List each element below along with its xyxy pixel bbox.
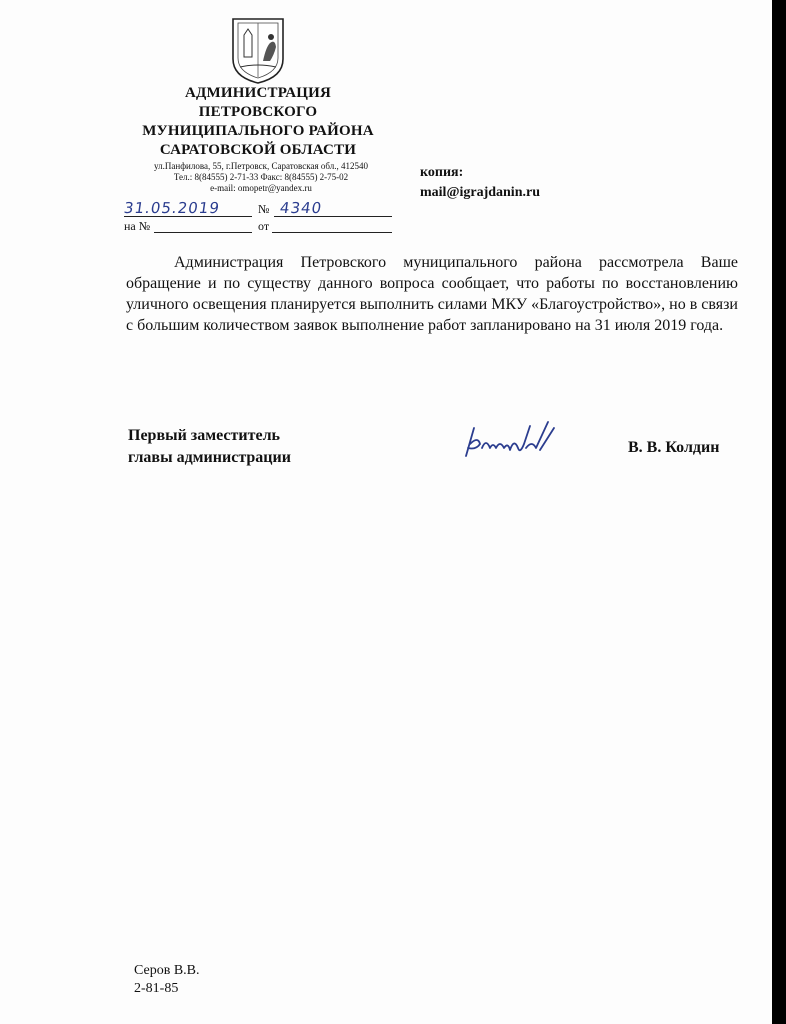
org-phone: Тел.: 8(84555) 2-71-33 Факс: 8(84555) 2-75-02 bbox=[173, 172, 349, 182]
org-line-1: АДМИНИСТРАЦИЯ bbox=[185, 85, 331, 101]
handwritten-signature bbox=[460, 418, 560, 463]
copy-email: mail@igrajdanin.ru bbox=[420, 185, 540, 200]
letter-body: Администрация Петровского муниципального района рассмотрела Ваше обращение и по существу данного вопроса сообщает, что работы по восстановлению уличного освещения планируется выполнить силами МКУ «Благоустройство», но в связи с большим количеством заявок выполнение работ запланировано на 31 июля 2019 года. bbox=[126, 254, 738, 334]
coat-of-arms-icon bbox=[230, 17, 286, 85]
signer-title-line-2: главы администрации bbox=[128, 449, 291, 466]
reference-prefix: на № bbox=[124, 219, 151, 233]
reference-date-underline bbox=[272, 232, 392, 233]
organization-name bbox=[110, 84, 406, 160]
org-contacts bbox=[130, 161, 392, 194]
executor-name: Серов В.В. bbox=[134, 963, 200, 978]
org-address: ул.Панфилова, 55, г.Петровск, Саратовская обл., 412540 bbox=[154, 161, 368, 171]
org-email: e-mail: omopetr@yandex.ru bbox=[210, 183, 312, 193]
number-sign: № bbox=[258, 202, 270, 216]
signer-name: В. В. Колдин bbox=[628, 439, 720, 456]
registration-date: 31.05.2019 bbox=[122, 199, 222, 217]
registration-number: 4340 bbox=[278, 199, 324, 217]
copy-recipient bbox=[420, 163, 540, 203]
org-line-4: САРАТОВСКОЙ ОБЛАСТИ bbox=[159, 142, 357, 158]
executor-phone: 2-81-85 bbox=[134, 981, 179, 996]
org-line-3: МУНИЦИПАЛЬНОГО РАЙОНА bbox=[142, 123, 374, 139]
copy-label: копия: bbox=[420, 165, 464, 180]
reference-number-underline bbox=[154, 232, 252, 233]
signer-title-line-1: Первый заместитель bbox=[128, 427, 280, 444]
reference-from: от bbox=[258, 219, 270, 233]
signer-title bbox=[128, 425, 291, 469]
org-line-2: ПЕТРОВСКОГО bbox=[198, 104, 318, 120]
executor-info bbox=[134, 962, 200, 998]
